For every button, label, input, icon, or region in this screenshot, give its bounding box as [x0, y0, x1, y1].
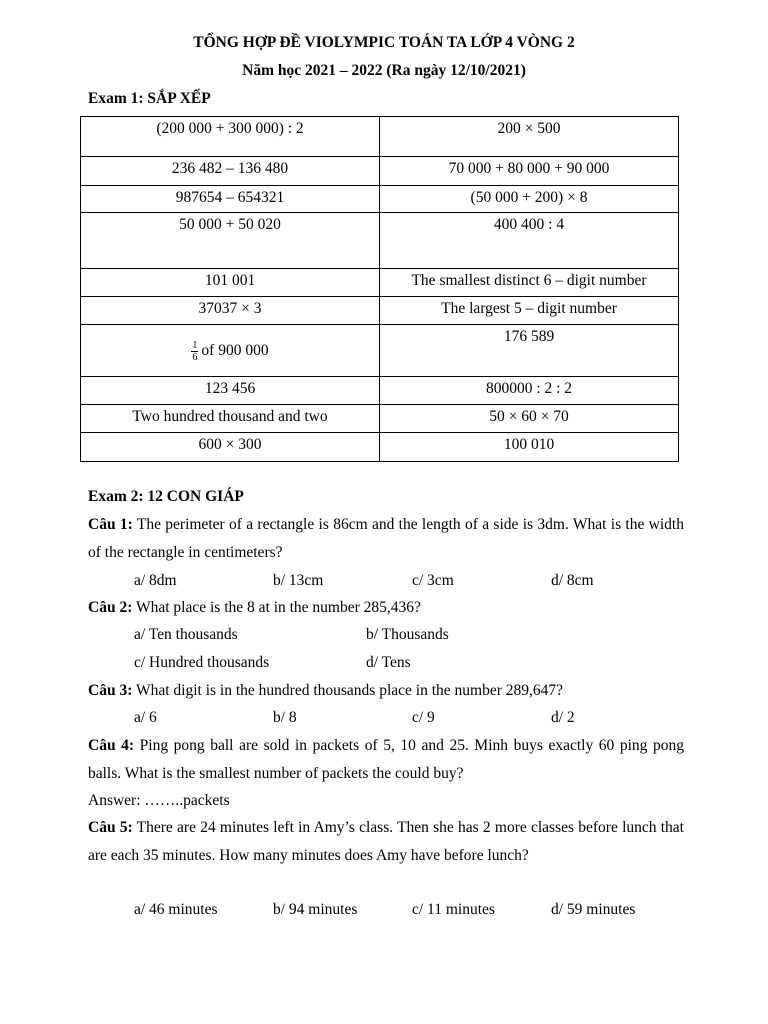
question-text: The perimeter of a rectangle is 86cm and the length of a side is 3dm. What is the width of the rectangle in centimeters?: [88, 516, 684, 561]
fraction-text: of 900 000: [201, 341, 269, 359]
table-row: [81, 269, 679, 297]
fraction: [191, 340, 198, 363]
option-c: c/ 3cm: [412, 572, 454, 589]
table-cell: The smallest distinct 6 – digit number: [380, 269, 679, 297]
question-text: What digit is in the hundred thousands place in the number 289,647?: [135, 682, 563, 699]
table-cell: 37037 × 3: [81, 297, 380, 325]
table-cell: 70 000 + 80 000 + 90 000: [380, 157, 679, 186]
table-cell: (200 000 + 300 000) : 2: [81, 117, 380, 157]
table-cell: The largest 5 – digit number: [380, 297, 679, 325]
table-row: [81, 117, 679, 157]
option-d: d/ 8cm: [551, 572, 594, 589]
option-d: d/ 2: [551, 709, 575, 726]
table-cell: 100 010: [380, 433, 679, 462]
table-cell: 50 × 60 × 70: [380, 405, 679, 433]
table-row: [81, 186, 679, 213]
table-row: [81, 157, 679, 186]
exam2-heading: Exam 2: 12 CON GIÁP: [88, 488, 244, 505]
option-c: c/ Hundred thousands: [134, 654, 270, 671]
question-text: There are 24 minutes left in Amy’s class. Then she has 2 more classes before lunch that are each 35 minutes. How many minutes does Amy have before lunch?: [88, 819, 684, 864]
option-d: d/ 59 minutes: [551, 901, 636, 918]
table-cell: 176 589: [380, 325, 679, 377]
question-4-answer: Answer: ……..packets: [88, 792, 230, 809]
table-cell: 987654 – 654321: [81, 186, 380, 213]
table-cell: Two hundred thousand and two: [81, 405, 380, 433]
table-row: [81, 405, 679, 433]
fraction-numerator: 1: [192, 339, 198, 351]
option-b: b/ Thousands: [366, 626, 449, 643]
table-row: [81, 377, 679, 405]
option-b: b/ 13cm: [273, 572, 324, 589]
question-label: Câu 4:: [88, 737, 135, 754]
document-subtitle: Năm học 2021 – 2022 (Ra ngày 12/10/2021): [242, 62, 526, 79]
table-row: [81, 325, 679, 377]
table-cell: 800000 : 2 : 2: [380, 377, 679, 405]
question-text: What place is the 8 at in the number 285,436?: [135, 599, 421, 616]
table-cell: 101 001: [81, 269, 380, 297]
option-c: c/ 11 minutes: [412, 901, 495, 918]
sorting-table: [80, 116, 679, 462]
option-a: a/ 8dm: [134, 572, 177, 589]
question-5: [88, 814, 684, 870]
table-cell: 200 × 500: [380, 117, 679, 157]
table-row: [81, 433, 679, 462]
table-cell: 236 482 – 136 480: [81, 157, 380, 186]
option-a: a/ 46 minutes: [134, 901, 218, 918]
table-cell: 600 × 300: [81, 433, 380, 462]
document-title: TỔNG HỢP ĐỀ VIOLYMPIC TOÁN TA LỚP 4 VÒNG 2: [193, 34, 575, 51]
option-b: b/ 8: [273, 709, 297, 726]
table-cell: 400 400 : 4: [380, 213, 679, 269]
question-3: [88, 677, 684, 705]
option-b: b/ 94 minutes: [273, 901, 358, 918]
table-cell: 50 000 + 50 020: [81, 213, 380, 269]
table-row: [81, 297, 679, 325]
option-a: a/ Ten thousands: [134, 626, 238, 643]
question-text: Ping pong ball are sold in packets of 5, 10 and 25. Minh buys exactly 60 ping pong balls. What is the smallest number of packets the could buy?: [88, 737, 685, 782]
exam1-heading: Exam 1: SẮP XẾP: [88, 90, 211, 107]
option-a: a/ 6: [134, 709, 157, 726]
question-label: Câu 2:: [88, 599, 133, 616]
question-4: [88, 732, 684, 788]
option-d: d/ Tens: [366, 654, 411, 671]
option-c: c/ 9: [412, 709, 435, 726]
question-2: [88, 594, 684, 622]
question-1: [88, 511, 684, 567]
table-cell: (50 000 + 200) × 8: [380, 186, 679, 213]
table-cell-fraction: [81, 325, 380, 377]
table-cell: 123 456: [81, 377, 380, 405]
question-label: Câu 1:: [88, 516, 133, 533]
fraction-denominator: 6: [192, 351, 198, 363]
question-label: Câu 3:: [88, 682, 133, 699]
question-label: Câu 5:: [88, 819, 133, 836]
table-row: [81, 213, 679, 269]
